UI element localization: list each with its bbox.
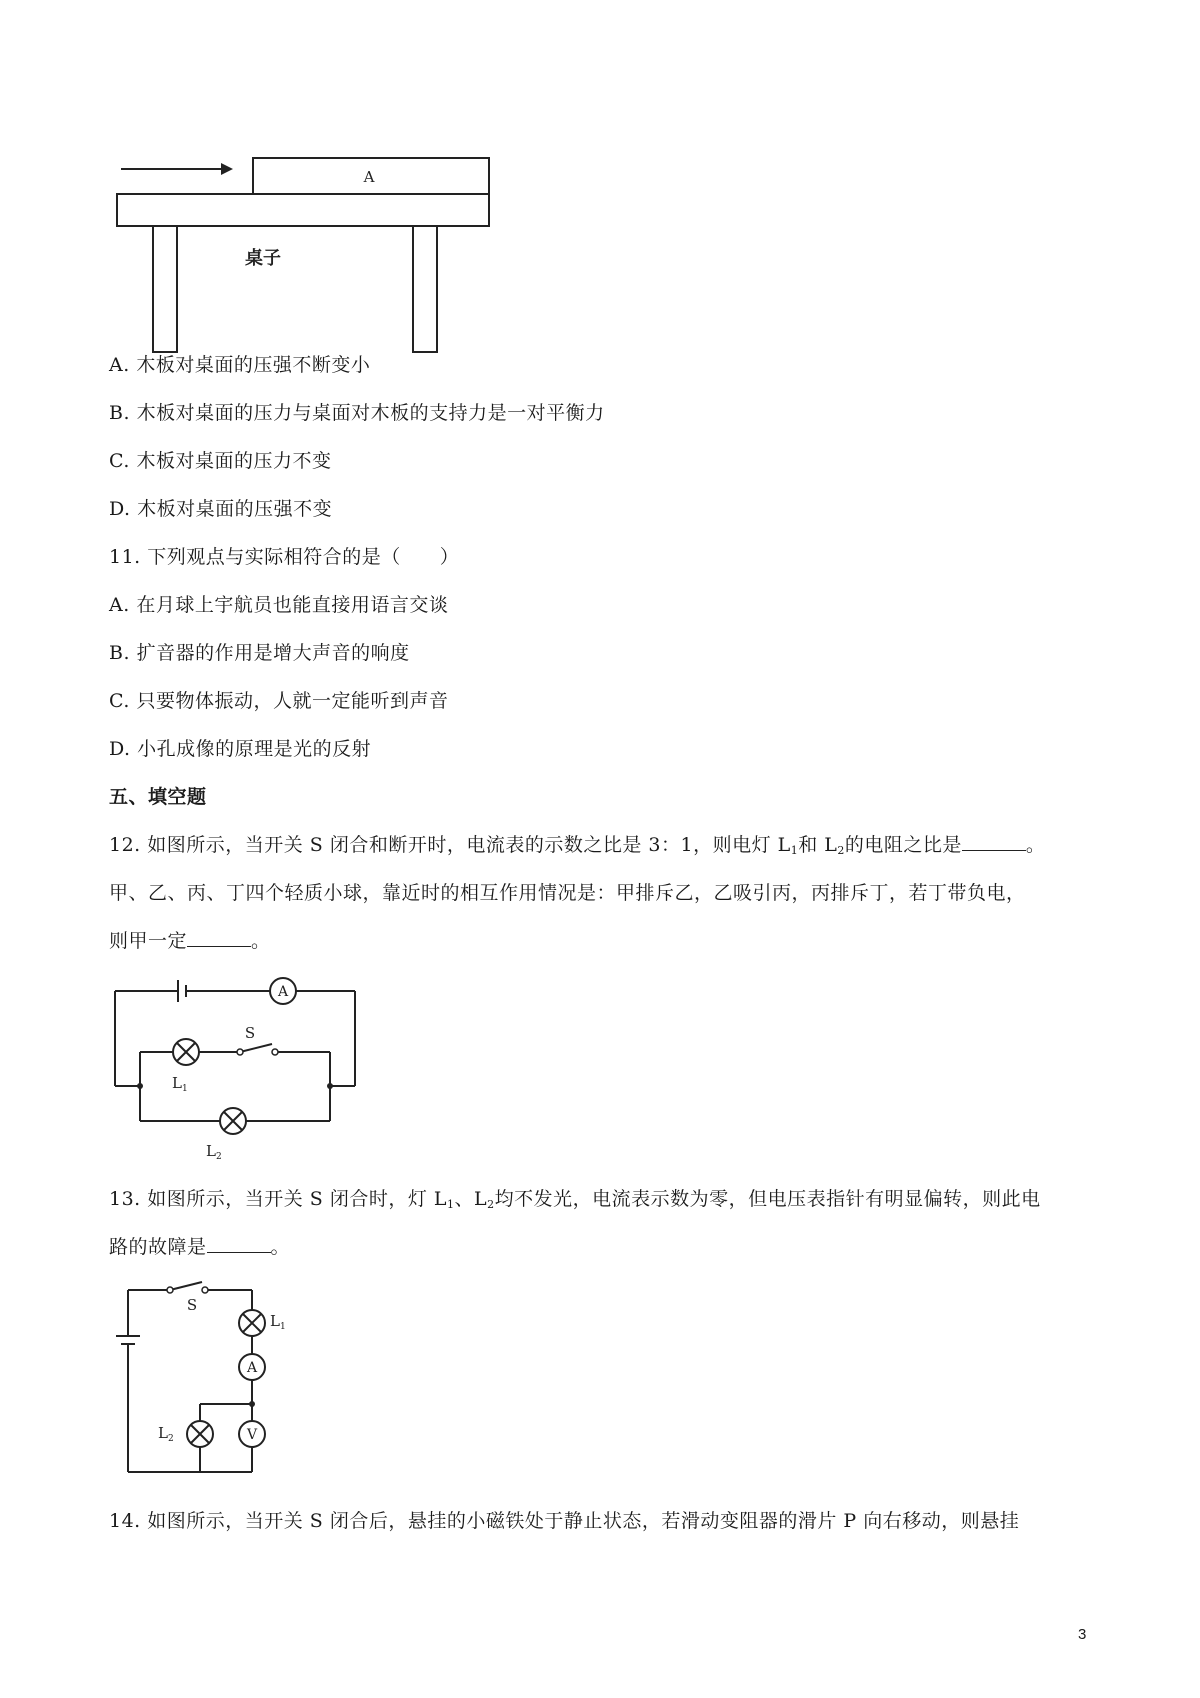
lamp2-l1-label: $L_1$ bbox=[270, 1312, 286, 1332]
section-heading: 五、填空题 bbox=[109, 786, 207, 808]
q10-option-b: B. 木板对桌面的压力与桌面对木板的支持力是一对平衡力 bbox=[109, 402, 605, 424]
switch2-label: S bbox=[186, 1296, 198, 1314]
switch-s bbox=[240, 1044, 272, 1052]
q10-option-a: A. 木板对桌面的压强不断变小 bbox=[109, 354, 371, 376]
voltmeter-label: V bbox=[246, 1427, 258, 1443]
table-top bbox=[117, 194, 489, 226]
q10-option-d: D. 木板对桌面的压强不变 bbox=[109, 498, 333, 520]
board-a-label: A bbox=[363, 168, 375, 186]
table-figure bbox=[105, 148, 385, 318]
lamp-l1-label: $L_1$ bbox=[172, 1074, 188, 1094]
q11-option-b: B. 扩音器的作用是增大声音的响度 bbox=[109, 642, 410, 664]
q13-line1: 13. 如图所示，当开关 S 闭合时，灯 $L_1$、$L_2$均不发光，电流表示数为零，但电压表指针有明显偏转，则此电 bbox=[109, 1188, 1041, 1211]
switch-label: S bbox=[244, 1024, 256, 1042]
q13-line2: 路的故障是 。 bbox=[109, 1236, 291, 1258]
lamp2-l2-label: $L_2$ bbox=[158, 1424, 174, 1444]
q10-option-c: C. 木板对桌面的压力不变 bbox=[109, 450, 332, 472]
switch-s2 bbox=[170, 1282, 202, 1290]
page-number: 3 bbox=[1078, 1626, 1087, 1643]
q12-answer-blank-1[interactable] bbox=[962, 832, 1026, 851]
ammeter-label: A bbox=[277, 984, 289, 1000]
q11-stem: 11. 下列观点与实际相符合的是（ ） bbox=[109, 546, 460, 568]
q13-answer-blank[interactable] bbox=[207, 1234, 271, 1253]
q12-answer-blank-2[interactable] bbox=[187, 928, 251, 947]
q11-option-d: D. 小孔成像的原理是光的反射 bbox=[109, 738, 372, 760]
table-leg-left bbox=[153, 226, 177, 352]
ammeter2-label: A bbox=[246, 1360, 258, 1376]
lamp-l2-label: $L_2$ bbox=[206, 1142, 222, 1162]
q12-line2: 甲、乙、丙、丁四个轻质小球，靠近时的相互作用情况是：甲排斥乙，乙吸引丙，丙排斥丁，若丁带负电， bbox=[109, 882, 1026, 904]
table-leg-right bbox=[413, 226, 437, 352]
q11-option-c: C. 只要物体振动，人就一定能听到声音 bbox=[109, 690, 449, 712]
q11-option-a: A. 在月球上宇航员也能直接用语言交谈 bbox=[109, 594, 449, 616]
q12-line3: 则甲一定 。 bbox=[109, 930, 271, 952]
circuit-diagram-1 bbox=[100, 976, 360, 1166]
q12-line1: 12. 如图所示，当开关 S 闭合和断开时，电流表的示数之比是 3：1，则电灯 $L_1$和 $L_2$的电阻之比是 。 bbox=[109, 834, 1046, 857]
circuit-diagram-2 bbox=[110, 1280, 310, 1500]
table-label: 桌子 bbox=[245, 248, 281, 269]
q14-line1: 14. 如图所示，当开关 S 闭合后，悬挂的小磁铁处于静止状态，若滑动变阻器的滑片 P 向右移动，则悬挂 bbox=[109, 1510, 1020, 1532]
arrow-head bbox=[221, 163, 233, 175]
